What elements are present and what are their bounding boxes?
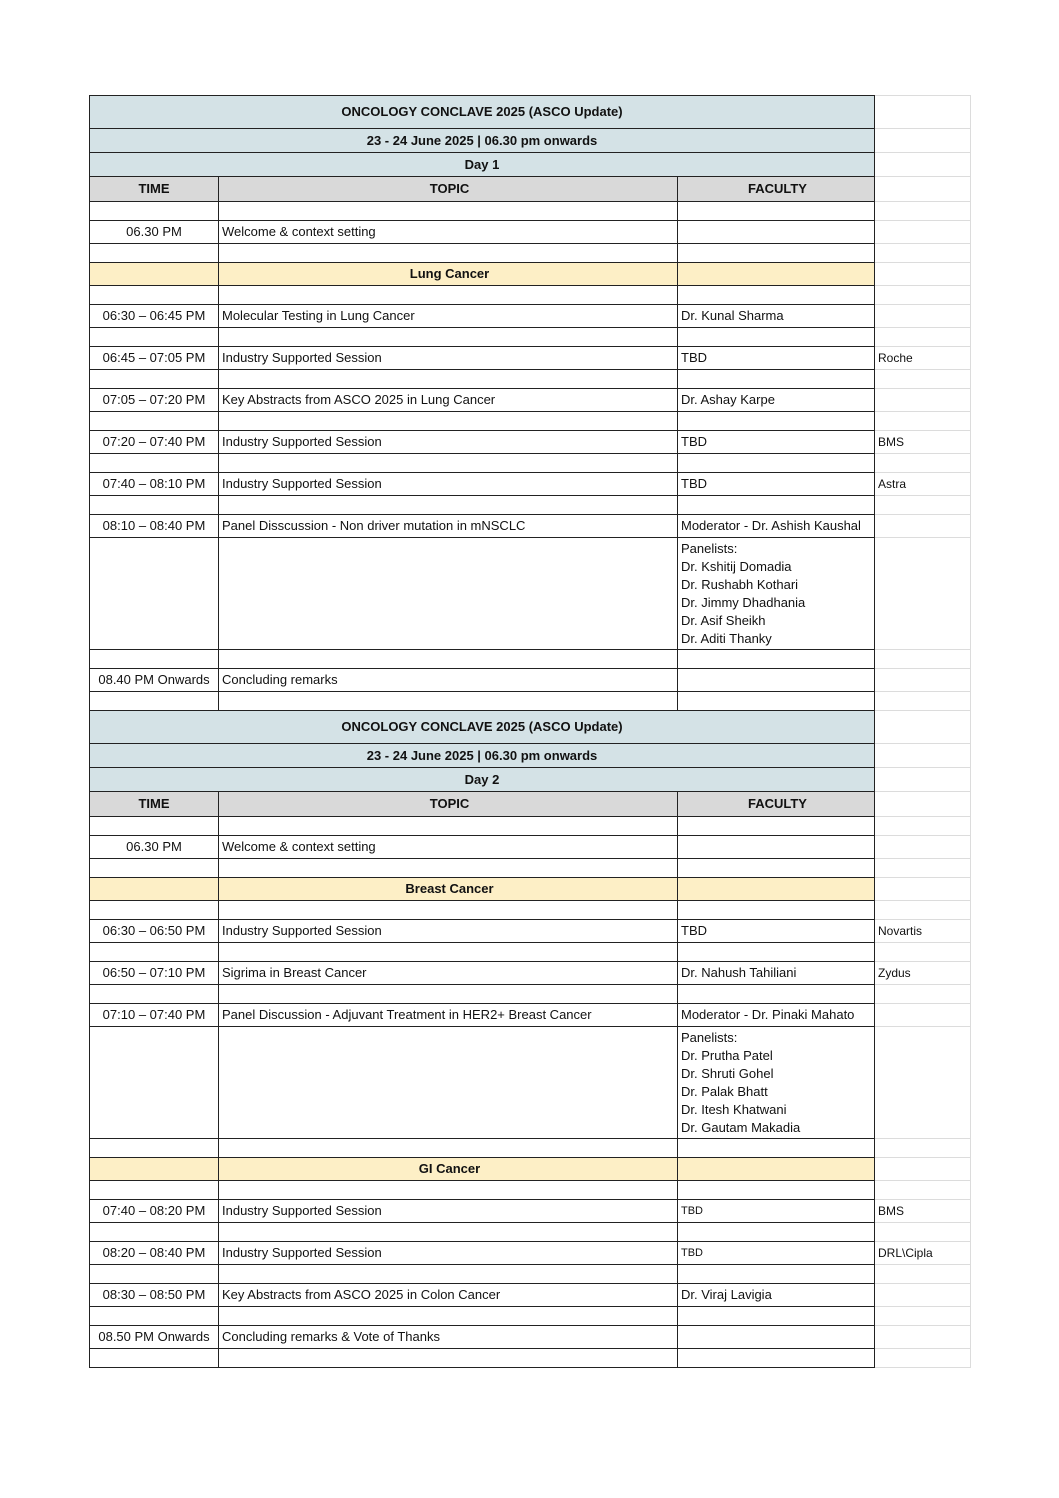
side-cell: [875, 901, 971, 920]
empty-cell: [90, 1181, 219, 1200]
session-topic: Sigrima in Breast Cancer: [219, 962, 678, 985]
date-line-row: [90, 744, 971, 768]
empty-cell: [219, 943, 678, 962]
panelist-name: Dr. Aditi Thanky: [681, 631, 772, 646]
session-row: [90, 1284, 971, 1307]
session-time: 08:30 – 08:50 PM: [90, 1284, 219, 1307]
session-sponsor: [875, 1326, 971, 1349]
empty-cell: [219, 496, 678, 515]
session-topic: Molecular Testing in Lung Cancer: [219, 305, 678, 328]
side-cell: [875, 412, 971, 431]
column-header-row: [90, 792, 971, 817]
session-sponsor: [875, 221, 971, 244]
spacer-row: [90, 1223, 971, 1242]
side-cell: [875, 878, 971, 901]
side-cell: [875, 202, 971, 221]
session-time: 08:20 – 08:40 PM: [90, 1242, 219, 1265]
session-time: 06.30 PM: [90, 221, 219, 244]
side-cell: [875, 328, 971, 347]
session-topic: Key Abstracts from ASCO 2025 in Lung Cancer: [219, 389, 678, 412]
spacer-row: [90, 692, 971, 711]
session-row: [90, 920, 971, 943]
side-cell: [875, 744, 971, 768]
empty-cell: [678, 1223, 875, 1242]
empty-cell: [678, 1307, 875, 1326]
agenda-sheet: [89, 95, 971, 1368]
empty-cell: [219, 817, 678, 836]
empty-cell: [219, 1307, 678, 1326]
session-faculty: Moderator - Dr. Pinaki Mahato: [678, 1004, 875, 1027]
column-header-row: [90, 177, 971, 202]
session-time: 06:50 – 07:10 PM: [90, 962, 219, 985]
empty-cell: [90, 1265, 219, 1284]
empty-cell: [219, 985, 678, 1004]
empty-cell: [219, 1027, 678, 1139]
spacer-row: [90, 859, 971, 878]
session-sponsor: [875, 669, 971, 692]
panelists-label: Panelists:: [681, 541, 738, 556]
side-cell: [875, 1181, 971, 1200]
session-time: 06:30 – 06:45 PM: [90, 305, 219, 328]
side-cell: [875, 177, 971, 202]
session-time: 06:30 – 06:50 PM: [90, 920, 219, 943]
empty-cell: [90, 692, 219, 711]
session-row: [90, 1326, 971, 1349]
session-faculty: Dr. Nahush Tahiliani: [678, 962, 875, 985]
panelist-name: Dr. Kshitij Domadia: [681, 559, 792, 574]
side-cell: [875, 943, 971, 962]
empty-cell: [678, 943, 875, 962]
section-row: [90, 263, 971, 286]
session-faculty: [678, 836, 875, 859]
panelist-name: Dr. Gautam Makadia: [681, 1120, 801, 1135]
empty-cell: [678, 901, 875, 920]
side-cell: [875, 370, 971, 389]
empty-cell: [90, 328, 219, 347]
section-label: Lung Cancer: [219, 263, 678, 286]
agenda-title: ONCOLOGY CONCLAVE 2025 (ASCO Update): [90, 711, 875, 744]
session-row: [90, 962, 971, 985]
empty-cell: [219, 286, 678, 305]
empty-cell: [678, 878, 875, 901]
day-label: Day 2: [90, 768, 875, 792]
header-time: TIME: [90, 177, 219, 202]
session-topic: Industry Supported Session: [219, 920, 678, 943]
empty-cell: [678, 650, 875, 669]
side-cell: [875, 153, 971, 177]
empty-cell: [90, 244, 219, 263]
empty-cell: [90, 817, 219, 836]
session-faculty: Dr. Viraj Lavigia: [678, 1284, 875, 1307]
empty-cell: [678, 692, 875, 711]
empty-cell: [219, 650, 678, 669]
spacer-row: [90, 1307, 971, 1326]
session-sponsor: BMS: [875, 431, 971, 454]
empty-cell: [90, 1027, 219, 1139]
header-topic: TOPIC: [219, 792, 678, 817]
empty-cell: [90, 985, 219, 1004]
empty-cell: [219, 1349, 678, 1368]
panelist-name: Dr. Jimmy Dhadhania: [681, 595, 806, 610]
empty-cell: [219, 901, 678, 920]
spacer-row: [90, 901, 971, 920]
empty-cell: [90, 1307, 219, 1326]
session-topic: Key Abstracts from ASCO 2025 in Colon Cancer: [219, 1284, 678, 1307]
header-faculty: FACULTY: [678, 792, 875, 817]
session-time: 08:10 – 08:40 PM: [90, 515, 219, 538]
session-faculty: Moderator - Dr. Ashish Kaushal: [678, 515, 875, 538]
session-time: 07:40 – 08:20 PM: [90, 1200, 219, 1223]
session-sponsor: [875, 836, 971, 859]
side-cell: [875, 1349, 971, 1368]
side-cell: [875, 129, 971, 153]
side-cell: [875, 1158, 971, 1181]
session-faculty: TBD: [678, 431, 875, 454]
session-topic: Industry Supported Session: [219, 473, 678, 496]
session-row: [90, 1004, 971, 1027]
session-sponsor: [875, 1284, 971, 1307]
empty-cell: [219, 692, 678, 711]
spacer-row: [90, 454, 971, 473]
empty-cell: [90, 496, 219, 515]
side-cell: [875, 1027, 971, 1139]
empty-cell: [678, 202, 875, 221]
spacer-row: [90, 244, 971, 263]
session-row: [90, 389, 971, 412]
empty-cell: [90, 202, 219, 221]
session-time: 07:10 – 07:40 PM: [90, 1004, 219, 1027]
side-cell: [875, 263, 971, 286]
side-cell: [875, 692, 971, 711]
section-label: GI Cancer: [219, 1158, 678, 1181]
empty-cell: [219, 328, 678, 347]
section-row: [90, 878, 971, 901]
empty-cell: [219, 1139, 678, 1158]
session-time: 06.30 PM: [90, 836, 219, 859]
session-sponsor: [875, 515, 971, 538]
header-topic: TOPIC: [219, 177, 678, 202]
panelists-cell: [678, 538, 875, 650]
session-topic: Concluding remarks: [219, 669, 678, 692]
session-sponsor: [875, 389, 971, 412]
session-sponsor: DRL\Cipla: [875, 1242, 971, 1265]
empty-cell: [219, 370, 678, 389]
empty-cell: [90, 943, 219, 962]
session-row: [90, 836, 971, 859]
empty-cell: [90, 412, 219, 431]
session-faculty: Dr. Ashay Karpe: [678, 389, 875, 412]
side-cell: [875, 496, 971, 515]
side-cell: [875, 96, 971, 129]
session-faculty: TBD: [678, 1200, 875, 1223]
empty-cell: [90, 1349, 219, 1368]
empty-cell: [219, 1223, 678, 1242]
panelists-cell: [678, 1027, 875, 1139]
day-label-row: [90, 768, 971, 792]
spacer-row: [90, 412, 971, 431]
side-cell: [875, 817, 971, 836]
day-label: Day 1: [90, 153, 875, 177]
agenda-title-row: [90, 711, 971, 744]
session-time: 08.40 PM Onwards: [90, 669, 219, 692]
empty-cell: [90, 370, 219, 389]
empty-cell: [90, 263, 219, 286]
session-topic: Welcome & context setting: [219, 221, 678, 244]
panelist-name: Dr. Shruti Gohel: [681, 1066, 774, 1081]
date-line-row: [90, 129, 971, 153]
empty-cell: [678, 328, 875, 347]
empty-cell: [90, 1139, 219, 1158]
empty-cell: [90, 878, 219, 901]
empty-cell: [219, 1265, 678, 1284]
spacer-row: [90, 496, 971, 515]
empty-cell: [678, 1181, 875, 1200]
spacer-row: [90, 1349, 971, 1368]
panelist-name: Dr. Itesh Khatwani: [681, 1102, 787, 1117]
panelist-name: Dr. Rushabh Kothari: [681, 577, 799, 592]
session-sponsor: Astra: [875, 473, 971, 496]
session-row: [90, 515, 971, 538]
panelists-label: Panelists:: [681, 1030, 738, 1045]
empty-cell: [678, 496, 875, 515]
empty-cell: [678, 1139, 875, 1158]
session-row: [90, 347, 971, 370]
spacer-row: [90, 1265, 971, 1284]
spacer-row: [90, 286, 971, 305]
agenda-body: [90, 96, 971, 1368]
empty-cell: [678, 1349, 875, 1368]
session-time: 07:40 – 08:10 PM: [90, 473, 219, 496]
empty-cell: [219, 859, 678, 878]
session-time: 07:20 – 07:40 PM: [90, 431, 219, 454]
session-row: [90, 1242, 971, 1265]
side-cell: [875, 859, 971, 878]
empty-cell: [678, 985, 875, 1004]
empty-cell: [219, 538, 678, 650]
panelists-row: [90, 538, 971, 650]
side-cell: [875, 711, 971, 744]
panelists-row: [90, 1027, 971, 1139]
side-cell: [875, 768, 971, 792]
empty-cell: [678, 817, 875, 836]
session-time: 07:05 – 07:20 PM: [90, 389, 219, 412]
empty-cell: [678, 859, 875, 878]
agenda-title: ONCOLOGY CONCLAVE 2025 (ASCO Update): [90, 96, 875, 129]
spacer-row: [90, 1181, 971, 1200]
empty-cell: [219, 412, 678, 431]
empty-cell: [219, 454, 678, 473]
empty-cell: [90, 1223, 219, 1242]
empty-cell: [90, 1158, 219, 1181]
session-row: [90, 473, 971, 496]
spacer-row: [90, 985, 971, 1004]
empty-cell: [90, 901, 219, 920]
empty-cell: [90, 650, 219, 669]
section-row: [90, 1158, 971, 1181]
panelist-name: Dr. Prutha Patel: [681, 1048, 773, 1063]
session-sponsor: [875, 1004, 971, 1027]
side-cell: [875, 454, 971, 473]
session-faculty: TBD: [678, 1242, 875, 1265]
empty-cell: [678, 1158, 875, 1181]
side-cell: [875, 650, 971, 669]
header-time: TIME: [90, 792, 219, 817]
header-faculty: FACULTY: [678, 177, 875, 202]
session-sponsor: [875, 305, 971, 328]
panelist-name: Dr. Asif Sheikh: [681, 613, 766, 628]
empty-cell: [678, 263, 875, 286]
session-faculty: [678, 669, 875, 692]
session-topic: Industry Supported Session: [219, 431, 678, 454]
session-time: 08.50 PM Onwards: [90, 1326, 219, 1349]
session-sponsor: Roche: [875, 347, 971, 370]
session-topic: Industry Supported Session: [219, 347, 678, 370]
empty-cell: [678, 454, 875, 473]
session-row: [90, 1200, 971, 1223]
empty-cell: [219, 1181, 678, 1200]
empty-cell: [219, 202, 678, 221]
session-faculty: TBD: [678, 920, 875, 943]
session-row: [90, 221, 971, 244]
session-time: 06:45 – 07:05 PM: [90, 347, 219, 370]
session-topic: Panel Disscussion - Non driver mutation in mNSCLC: [219, 515, 678, 538]
session-faculty: [678, 1326, 875, 1349]
empty-cell: [678, 286, 875, 305]
section-label: Breast Cancer: [219, 878, 678, 901]
session-row: [90, 431, 971, 454]
empty-cell: [219, 244, 678, 263]
spacer-row: [90, 650, 971, 669]
empty-cell: [90, 286, 219, 305]
spacer-row: [90, 1139, 971, 1158]
session-faculty: TBD: [678, 347, 875, 370]
session-topic: Industry Supported Session: [219, 1200, 678, 1223]
session-topic: Welcome & context setting: [219, 836, 678, 859]
panelist-name: Dr. Palak Bhatt: [681, 1084, 768, 1099]
spacer-row: [90, 943, 971, 962]
session-faculty: [678, 221, 875, 244]
session-topic: Industry Supported Session: [219, 1242, 678, 1265]
session-row: [90, 669, 971, 692]
side-cell: [875, 1265, 971, 1284]
date-line: 23 - 24 June 2025 | 06.30 pm onwards: [90, 744, 875, 768]
session-sponsor: Novartis: [875, 920, 971, 943]
session-row: [90, 305, 971, 328]
side-cell: [875, 792, 971, 817]
empty-cell: [678, 370, 875, 389]
session-sponsor: Zydus: [875, 962, 971, 985]
side-cell: [875, 1223, 971, 1242]
empty-cell: [90, 454, 219, 473]
session-topic: Concluding remarks & Vote of Thanks: [219, 1326, 678, 1349]
empty-cell: [90, 859, 219, 878]
date-line: 23 - 24 June 2025 | 06.30 pm onwards: [90, 129, 875, 153]
session-sponsor: BMS: [875, 1200, 971, 1223]
side-cell: [875, 538, 971, 650]
session-topic: Panel Discussion - Adjuvant Treatment in HER2+ Breast Cancer: [219, 1004, 678, 1027]
empty-cell: [678, 1265, 875, 1284]
session-faculty: TBD: [678, 473, 875, 496]
day-label-row: [90, 153, 971, 177]
spacer-row: [90, 202, 971, 221]
empty-cell: [90, 538, 219, 650]
side-cell: [875, 985, 971, 1004]
spacer-row: [90, 817, 971, 836]
side-cell: [875, 244, 971, 263]
spacer-row: [90, 370, 971, 389]
empty-cell: [678, 412, 875, 431]
side-cell: [875, 1139, 971, 1158]
side-cell: [875, 1307, 971, 1326]
session-faculty: Dr. Kunal Sharma: [678, 305, 875, 328]
spacer-row: [90, 328, 971, 347]
side-cell: [875, 286, 971, 305]
agenda-title-row: [90, 96, 971, 129]
empty-cell: [678, 244, 875, 263]
